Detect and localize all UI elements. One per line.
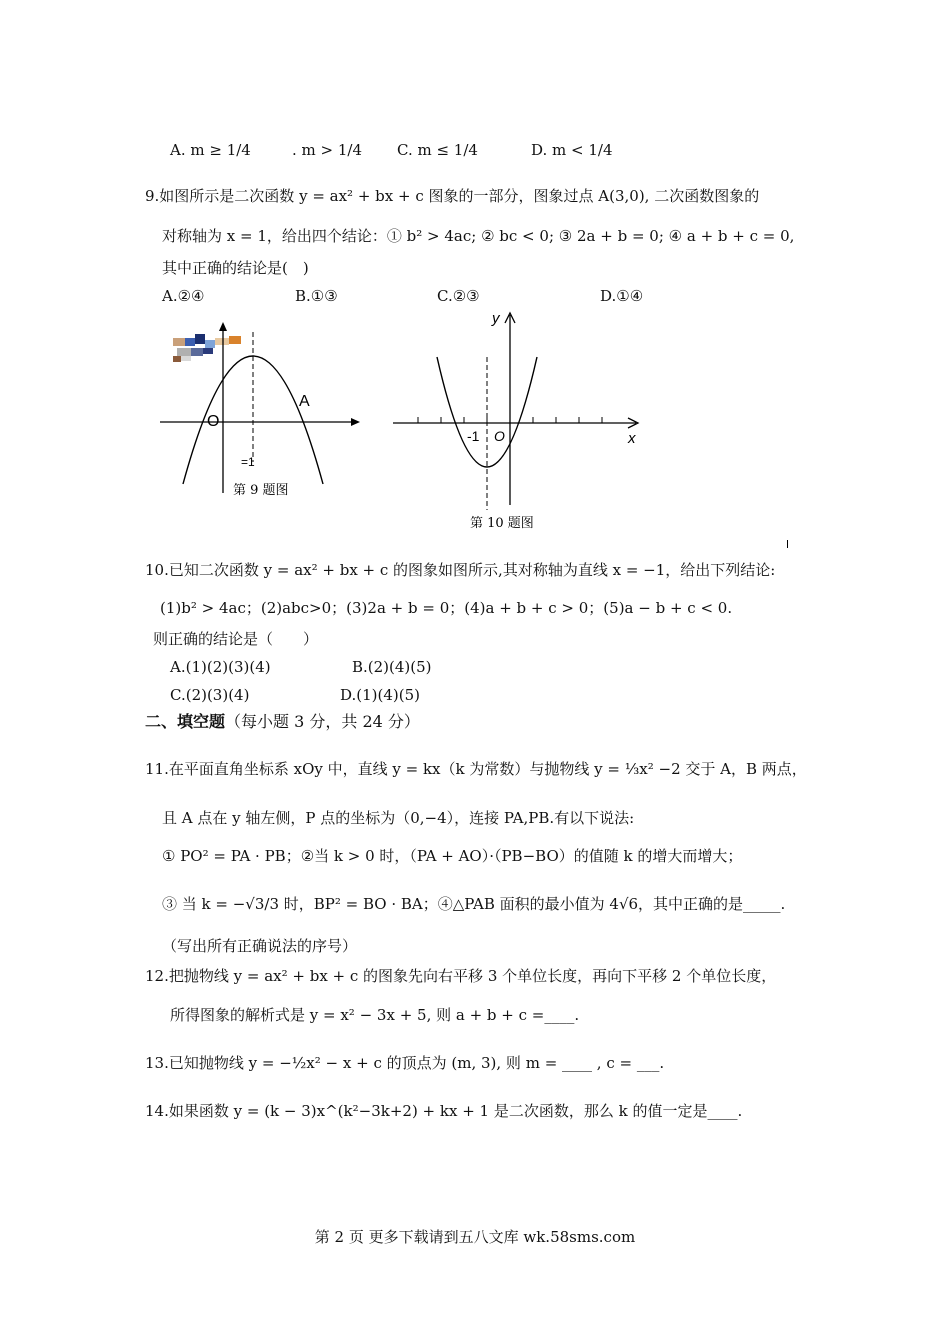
q8-option-c: C. m ≤ 1/4 xyxy=(397,141,478,159)
q10-option-a: A.(1)(2)(3)(4) xyxy=(170,658,271,676)
figure-10-label-y: y xyxy=(492,310,500,327)
q11-line-5: （写出所有正确说法的序号） xyxy=(162,937,358,955)
figure-9-smudge xyxy=(173,334,241,362)
q11-line-2: 且 A 点在 y 轴左侧，P 点的坐标为（0,−4），连接 PA,PB.有以下说法: xyxy=(162,809,635,827)
figure-9-label-o: O xyxy=(207,413,220,430)
q9-line-3: 其中正确的结论是( ) xyxy=(162,259,309,277)
figure-10 xyxy=(388,305,658,535)
section-2-note: （每小题 3 分，共 24 分） xyxy=(225,712,420,731)
q9-option-c: C.②③ xyxy=(437,287,480,305)
q12-line-1: 12.把抛物线 y = ax² + bx + c 的图象先向右平移 3 个单位长度，再向下平移 2 个单位长度， xyxy=(145,967,777,985)
figure-9-y-arrow xyxy=(219,322,227,331)
q10-line-1: 10.已知二次函数 y = ax² + bx + c 的图象如图所示,其对称轴为直线 x = −1，给出下列结论: xyxy=(145,561,776,579)
q10-option-c: C.(2)(3)(4) xyxy=(170,686,250,704)
q8-option-b: . m > 1/4 xyxy=(292,141,363,159)
q10-line-2: (1)b² > 4ac；(2)abc>0；(3)2a + b = 0；(4)a + b + c > 0；(5)a − b + c < 0. xyxy=(160,599,733,617)
q9-option-d: D.①④ xyxy=(600,287,644,305)
section-2-heading xyxy=(145,712,420,732)
page-footer: 第 2 页 更多下载请到五八文库 wk.58sms.com xyxy=(314,1228,636,1246)
q8-option-d: D. m < 1/4 xyxy=(531,141,613,159)
q11-line-1: 11.在平面直角坐标系 xOy 中，直线 y = kx（k 为常数）与抛物线 y = ⅓x² −2 交于 A，B 两点， xyxy=(145,760,807,778)
figure-9-x-arrow xyxy=(351,418,360,426)
q10-line-3: 则正确的结论是（ ） xyxy=(153,630,319,648)
figure-10-label-x: x xyxy=(628,430,636,447)
figure-9 xyxy=(155,318,375,503)
figure-10-caption: 第 10 题图 xyxy=(470,516,534,531)
q8-option-a: A. m ≥ 1/4 xyxy=(170,141,251,159)
q14-line-1: 14.如果函数 y = (k − 3)x^(k²−3k+2) + kx + 1 是二次函数，那么 k 的值一定是____. xyxy=(145,1102,743,1120)
q9-option-a: A.②④ xyxy=(162,287,205,305)
q10-option-b: B.(2)(4)(5) xyxy=(352,658,432,676)
figure-10-label-o: O xyxy=(494,428,505,444)
figure-9-axis-label: =1 xyxy=(241,455,255,469)
q9-line-2: 对称轴为 x = 1，给出四个结论：① b² > 4ac; ② bc < 0; ③ 2a + b = 0; ④ a + b + c = 0, xyxy=(162,227,795,245)
q12-line-2: 所得图象的解析式是 y = x² − 3x + 5, 则 a + b + c =____. xyxy=(170,1006,580,1024)
q9-option-b: B.①③ xyxy=(295,287,338,305)
q11-line-3: ① PO² = PA · PB；②当 k > 0 时，（PA + AO）·（PB−BO）的值随 k 的增大而增大； xyxy=(162,847,743,865)
figure-9-label-a: A xyxy=(299,393,310,410)
q11-line-4: ③ 当 k = −√3/3 时，BP² = BO · BA；④△PAB 面积的最小值为 4√6，其中正确的是_____. xyxy=(162,895,786,913)
q10-option-d: D.(1)(4)(5) xyxy=(340,686,421,704)
stray-mark xyxy=(787,540,788,548)
figure-10-label-neg1: -1 xyxy=(467,428,480,444)
q13-line-1: 13.已知抛物线 y = −½x² − x + c 的顶点为 (m, 3), 则 m = ____ , c = ___. xyxy=(145,1054,665,1072)
figure-9-caption: 第 9 题图 xyxy=(233,483,289,498)
q9-line-1: 9.如图所示是二次函数 y = ax² + bx + c 图象的一部分，图象过点 A(3,0), 二次函数图象的 xyxy=(145,187,760,205)
section-2-title: 二、填空题 xyxy=(145,712,226,731)
